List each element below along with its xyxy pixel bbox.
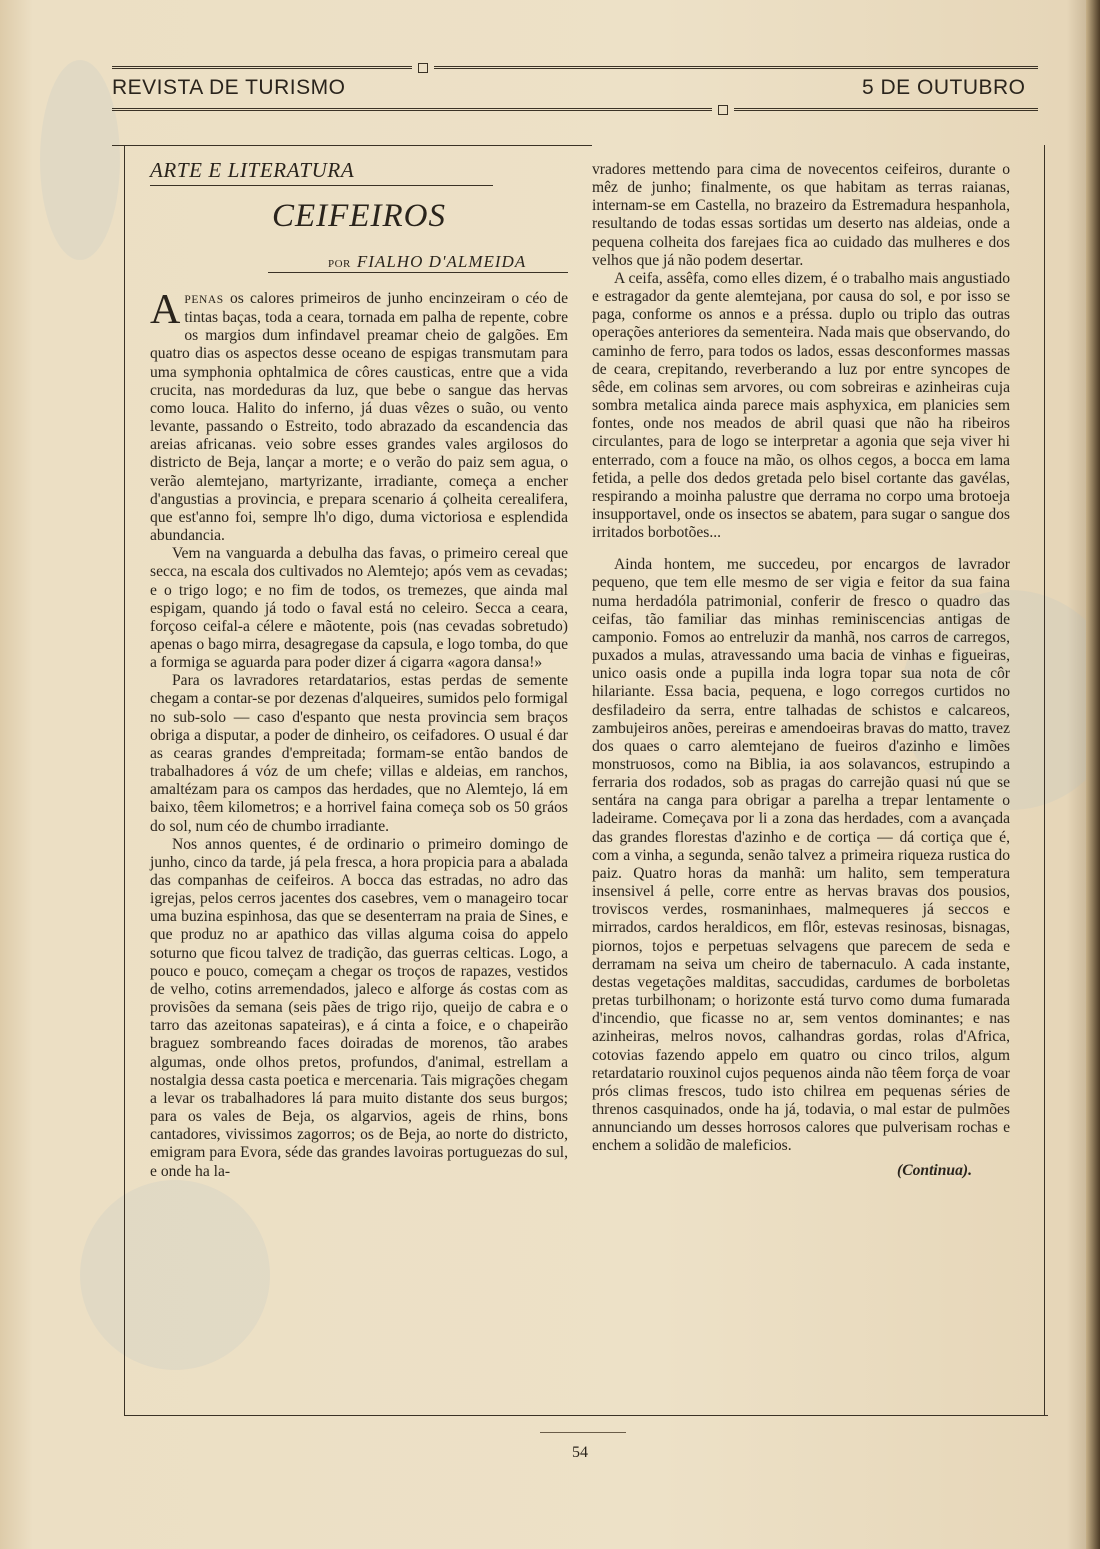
paragraph: Ainda hontem, me succedeu, por encargos de lavrador pequeno, que tem elle mesmo de ser vigia e feitor da sua faina numa herdadóla patrimonial, conferir de fresco o quadro das ceifas, tão familiar das minhas reminiscencias antigas de camponio. Fomos ao entreluzir da manhã, nos carros de carregos, puxados a mulas, atravessando uma bacia de vinhas e figueiras, unico oasis onde a pupilla inda logra topar sua nota de côr hilariante. Essa bacia, pequena, e logo corregos curtidos no desfiladeiro da serra, entre talhadas de schistos e calcareos, zambujeiros anões, pereiras e amendoeiras bravas do matto, travez dos quaes o carro alemtejano de fueiros d'azinho e limões monstruosos, como na Biblia, ia aos solavancos, estrupindo a ferraria dos rodados, sob as pragas do carrejão quasi nú que se sentára na canga para obrigar a parelha a trepar lentamente o ladeirame. Começava por li a zona das herdades, com a avançada das grandes florestas d'azinho e de cortiça — dá cortiça que é, com a vinha, a segunda, senão talvez a primeira riqueza rustica do paiz. Quatro horas da manhã: um halito, sem temperatura insensivel á pelle, corre entre as hervas bravas dos pousios, troviscos verdes, rosmaninhaes, malmequeres já seccos e mirrados, cardos heraldicos, em flôr, estevas resinosas, bisnagas, piornos, tojos e perpetuas selvagens que parecem de seda e derramam na seiva um cheiro de tabernaculo. A cada instante, destas vegetações malditas, saccudidas, cardumes de borboletas pretas turbilhonam; o horizonte está turvo como duma fumarada d'incendio, que ficasse no ar, sem ventos dominantes; e nas azinheiras, melros novos, calhandras gordas, rolas d'Africa, cotovias fazendo appelo em quatro ou cinco trilos, algum retardatario rouxinol cujos pequenos ainda não têem força de voar prós climas frescos, tudo isto chilrea em pequenas séries de threnos casquinados, onde ha já, todavia, o mal estar de pulmões annunciando um desses horrosos calores que pulverisam rochas e enchem a solidão de maleficios.	[592, 556, 1010, 1155]
continued-note: (Continua).	[897, 1162, 972, 1180]
paragraph: Nos annos quentes, é de ordinario o primeiro domingo de junho, cinco da tarde, já pela fresca, a hora propicia para a abalada das companhas de ceifeiros. A bocca das estradas, no adro das igrejas, pelos cerros jacentes dos casebres, vem o manageiro tocar uma buzina espinhosa, das que se desenterram na praia de Sines, e que produz no ar apathico das villas alguma coisa do appelo soturno que ficou talvez de tradição, das guerras celticas. Logo, a pouco e pouco, começam a chegar os troços de rapazes, vestidos de velho, cotins arremendados, jaleco e alforge ás costas com as provisões da semana (seis pães de trigo rijo, queijo de cabra e o tarro das azeitonas sapateiras), e á cinta a foice, e o chapeirão braguez sombreando faces doiradas de morenos, tão arabes algumas, onde olhos pretos, profundos, d'animal, estrellam a nostalgia dessa casta poetica e mercenaria. Tais migrações chegam a levar os trabalhadores lá para muito distante dos seus burgos; para os vales de Beja, os algarvios, ageis de rhins, bons cantadores, vivissimos zagorros; os de Beja, ao norte do districto, emigram para Evora, séde das grandes lavoiras portuguezas do sul, e onde ha la-	[150, 835, 568, 1180]
article-title: CEIFEIROS	[272, 198, 446, 234]
paragraph: vradores mettendo para cima de novecentos ceifeiros, durante o mêz de junho; finalmente, os que habitam as terras raianas, internam-se em Castella, no brazeiro da Estremadura hespanhola, resultando de todas essas sortidas um deserto nas aldeias, onde a pequena colheita dos farejaes fica ao cuidado das mulheres e dos velhos que já não podem desertar.	[592, 161, 1010, 269]
opening-word: PENAS	[184, 294, 224, 306]
header-rule-bottom	[734, 108, 1038, 111]
issue-date: 5 DE OUTUBRO	[862, 76, 1026, 99]
byline	[328, 252, 526, 272]
section-heading: ARTE E LITERATURA	[150, 158, 355, 182]
paper-stain	[80, 1180, 270, 1370]
paragraph: Para os lavradores retardatarios, estas perdas de semente chegam a contar-se por dezenas d'alqueires, sumidos pelo formigal no sub-solo — caso d'espanto que nesta provincia sem braços obriga a disputar, a poder de dinheiro, os ceifadores. O usual é dar as cearas grandes d'empreitada; formam-se então bandos de trabalhadores á vóz de um chefe; villas e aldeias, em ranchos, amaltézam para os campos das herdades, que no Alemtejo, lá em baixo, têem kilometros; e a horrivel faina começa sob os 50 gráos do sol, num céo de chumbo irradiante.	[150, 672, 568, 835]
header-ornament	[418, 63, 428, 73]
author-name: FIALHO D'ALMEIDA	[356, 252, 527, 271]
article-frame-right	[1044, 145, 1045, 1415]
text-column-left	[150, 287, 568, 1181]
header-rule-bottom	[112, 108, 712, 111]
page-number: 54	[572, 1444, 588, 1461]
paragraph	[150, 287, 568, 545]
byline-prefix: POR	[328, 258, 351, 270]
header-rule-top	[112, 66, 412, 69]
header-rule-top	[434, 66, 1038, 69]
paragraph: Vem na vanguarda a debulha das favas, o primeiro cereal que secca, na escala dos cultivados no Alemtejo; após vem as cevadas; e o trigo logo; e no fim de todos, os tremezes, que ainda mal espigam, quando já todo o faval está no celeiro. Secca a ceara, forçoso ceifal-a célere e mãotente, pois (nas cevadas sobretudo) apenas o bago mirra, desagregase da capsula, e logo tomba, do que a formiga se aguarda para poder dizer á cigarra «agora dansa!»	[150, 545, 568, 672]
paragraph: A ceifa, assêfa, como elles dizem, é o trabalho mais angustiado e estragador da gente alemtejana, por causa do sol, e por isso se paga, conforme os annos e a préssa. duplo ou triplo das outras operações anteriores da sementeira. Nada mais que observando, do caminho de ferro, para todos os lados, essas desconformes massas de ceara, crepitando, reverberando a luz por entre syncopes de sêde, em colinas sem arvores, ou com sobreiras e azinheiras cuja sombra metalica ainda parece mais asphyxica, em planicies sem fontes, onde nos meados de abril quasi que não ha ribeiros circulantes, para de logo se interpretar a agonia que seja viver hi enterrado, com a fouce na mão, os olhos cegos, a bocca em lama fetida, a pelle dos dedos gretada pelo bisel cortante das gavélas, respirando a moinha palustre que derrama no corpo uma brotoeja insupportavel, onde os insectos se abatem, para sugar o sangue dos irritados borbotões...	[592, 269, 1010, 542]
paper-stain	[40, 60, 120, 260]
paragraph-text: os calores primeiros de junho encinzeiram o céo de tintas baças, toda a ceara, tornada em palha de repente, cobre os margios dum infindavel preamar cheio de galgões. Em quatro dias os aspectos desse oceano de espigas transmutam para uma symphonia ophtalmica de côres causticas, entre que a vida crucita, nas mordeduras da luz, que bebe o sangue das hervas como louca. Halito do inferno, já duas vêzes o suão, ou vento levante, passando o Estreito, todo abrazado da escandencia das areias africanas. veio sobre esses grandes vales argilosos do districto de Beja, lançar a morte; e o verão do paiz sem agua, o verão alemtejano, martyrizante, irradiante, começa a encher d'angustias a provincia, e prepara scenario á çolheita cerealifera, que est'anno foi, sempre lh'o digo, duma victoriosa e esplendida abundancia.	[150, 290, 568, 545]
article-frame-bottom	[124, 1415, 1048, 1416]
folio-rule	[540, 1432, 626, 1433]
article-frame-top	[112, 145, 592, 146]
article-frame-left	[124, 145, 125, 1415]
text-column-right	[592, 161, 1010, 1181]
section-rule	[150, 185, 493, 186]
byline-rule	[268, 272, 568, 273]
drop-cap: A	[150, 287, 181, 333]
page-edge-shadow	[1086, 0, 1100, 1549]
journal-title: REVISTA DE TURISMO	[112, 76, 346, 99]
header-ornament	[718, 105, 728, 115]
